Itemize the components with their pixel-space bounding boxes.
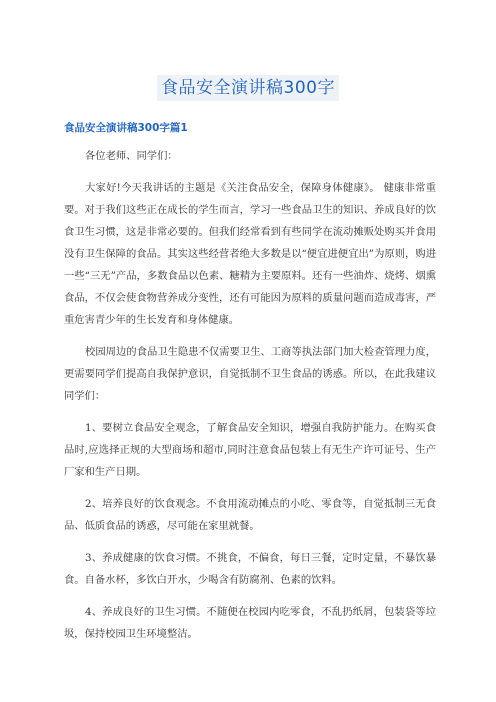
paragraph-intro: 大家好!今天我讲话的主题是《关注食品安全，保障身体健康》。 健康非常重要。对于我们这些正在成长的学生而言，学习一些食品卫生的知识、养成良好的饮食卫生习惯，这是非常必要的。但我们经常看到有些同学在流动摊贩处购买并食用没有卫生保障的食品。其实这些经营者绝大多数是以“便宜进便宜出”为原则，购进一些“三无”产品，多数食品以色素、糖精为主要原料。还有一些油炸、烧烤、烟熏食品，不仅会使食物营养成分变性，还有可能因为原料的质量问题而造成毒害，严重危害青少年的生长发育和身体健康。 — [64, 182, 436, 326]
document-body — [64, 145, 436, 655]
paragraph-greeting: 各位老师、同学们： — [85, 150, 178, 162]
title-container — [0, 75, 496, 101]
paragraph-point-2: 2、培养良好的饮食观念。不食用流动摊点的小吃、零食等，自觉抵制三无食品、低质食品的诱惑，尽可能在家里就餐。 — [64, 498, 436, 532]
section-heading: 食品安全演讲稿300字篇1 — [64, 122, 188, 134]
paragraph-campus: 校园周边的食品卫生隐患不仅需要卫生、工商等执法部门加大检查管理力度，更需要同学们提高自我保护意识，自觉抵制不卫生食品的诱惑。所以，在此我建议同学们： — [64, 346, 436, 402]
paragraph-point-1: 1、要树立食品安全观念，了解食品安全知识，增强自我防护能力。在购买食品时,应选择正规的大型商场和超市,同时注意食品包装上有无生产许可证号、生产厂家和生产日期。 — [64, 422, 436, 478]
document-title: 食品安全演讲稿300字 — [157, 75, 339, 101]
paragraph-point-3: 3、养成健康的饮食习惯。不挑食，不偏食，每日三餐，定时定量，不暴饮暴食。自备水杯，多饮白开水，少喝含有防腐剂、色素的饮料。 — [64, 552, 436, 586]
paragraph-point-4: 4、养成良好的卫生习惯。不随便在校园内吃零食，不乱扔纸屑，包装袋等垃圾，保持校园卫生环境整洁。 — [64, 606, 436, 640]
